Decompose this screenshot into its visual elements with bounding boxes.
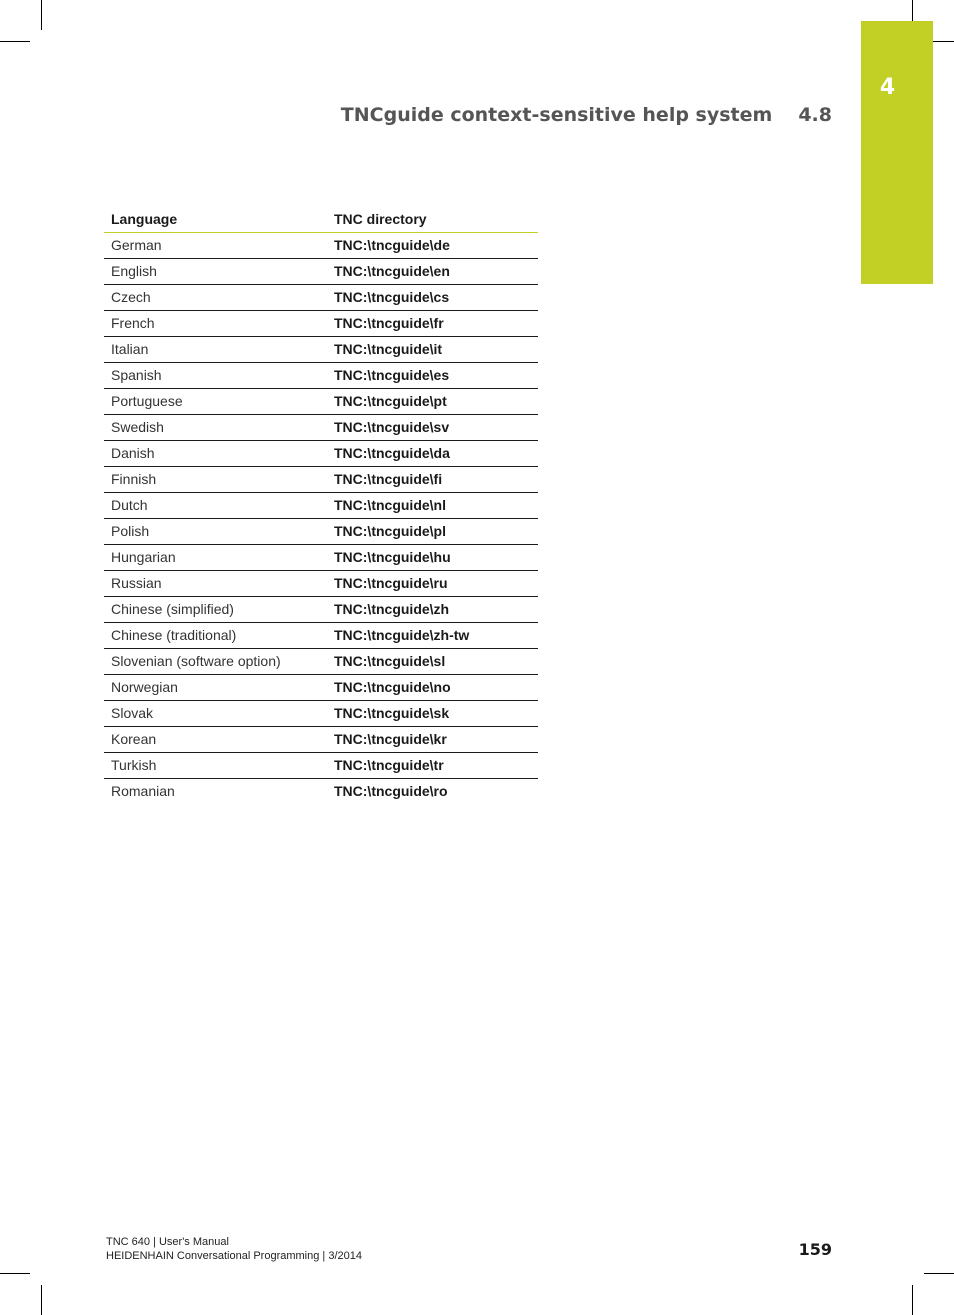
chapter-number: 4 <box>879 75 896 100</box>
directory-cell: TNC:\tncguide\pl <box>330 519 538 545</box>
table-row <box>104 467 538 493</box>
language-cell: Russian <box>104 571 330 597</box>
table-row <box>104 363 538 389</box>
table-row <box>104 285 538 311</box>
directory-cell: TNC:\tncguide\ro <box>334 783 448 799</box>
footer-publication-info: HEIDENHAIN Conversational Programming | 3/2014 <box>106 1250 362 1262</box>
table-row <box>104 259 538 285</box>
table-row <box>104 441 538 467</box>
directory-cell: TNC:\tncguide\de <box>330 233 538 259</box>
directory-cell: TNC:\tncguide\it <box>330 337 538 363</box>
language-cell: Finnish <box>104 467 330 493</box>
language-directory-table <box>104 207 538 804</box>
language-cell: Polish <box>104 519 330 545</box>
table-body <box>104 233 538 805</box>
crop-mark <box>41 0 42 30</box>
column-header-language: Language <box>104 207 330 233</box>
language-cell: Czech <box>104 285 330 311</box>
language-cell: Hungarian <box>104 545 330 571</box>
language-cell: Spanish <box>104 363 330 389</box>
table-row <box>104 597 538 623</box>
footer <box>106 1235 362 1263</box>
directory-cell: TNC:\tncguide\cs <box>330 285 538 311</box>
language-cell: Turkish <box>104 753 330 779</box>
crop-mark <box>0 41 30 42</box>
directory-cell: TNC:\tncguide\es <box>330 363 538 389</box>
language-cell: Slovenian (software option) <box>104 649 330 675</box>
directory-cell: TNC:\tncguide\sv <box>330 415 538 441</box>
directory-cell: TNC:\tncguide\zh <box>330 597 538 623</box>
table-header-row <box>104 207 538 233</box>
table-row <box>104 311 538 337</box>
table-row <box>104 415 538 441</box>
language-cell: Danish <box>104 441 330 467</box>
language-cell: Swedish <box>104 415 330 441</box>
directory-cell: TNC:\tncguide\zh-tw <box>330 623 538 649</box>
table-row <box>104 727 538 753</box>
table-row <box>104 389 538 415</box>
directory-cell: TNC:\tncguide\fr <box>330 311 538 337</box>
footer-manual-title: TNC 640 | User's Manual <box>106 1236 229 1248</box>
table-row <box>104 233 538 259</box>
directory-cell: TNC:\tncguide\no <box>330 675 538 701</box>
language-cell: Chinese (simplified) <box>104 597 330 623</box>
directory-cell: TNC:\tncguide\ru <box>330 571 538 597</box>
language-cell: Italian <box>104 337 330 363</box>
table-row <box>104 519 538 545</box>
table-row <box>104 545 538 571</box>
language-cell: English <box>104 259 330 285</box>
directory-cell: TNC:\tncguide\nl <box>330 493 538 519</box>
table-row <box>104 493 538 519</box>
directory-cell: TNC:\tncguide\hu <box>330 545 538 571</box>
table-row <box>104 337 538 363</box>
language-cell: Dutch <box>104 493 330 519</box>
language-cell: Slovak <box>104 701 330 727</box>
directory-cell: TNC:\tncguide\sk <box>330 701 538 727</box>
page-number: 159 <box>798 1240 832 1259</box>
crop-mark <box>41 1285 42 1315</box>
crop-mark <box>912 1285 913 1315</box>
directory-cell: TNC:\tncguide\sl <box>330 649 538 675</box>
running-header <box>300 104 832 126</box>
directory-cell: TNC:\tncguide\fi <box>330 467 538 493</box>
crop-mark <box>0 1273 30 1274</box>
language-cell: Korean <box>104 727 330 753</box>
table-row <box>104 753 538 779</box>
table-row <box>104 675 538 701</box>
directory-cell: TNC:\tncguide\kr <box>330 727 538 753</box>
table-row <box>104 701 538 727</box>
directory-cell: TNC:\tncguide\tr <box>330 753 538 779</box>
chapter-tab <box>861 21 933 284</box>
table-row <box>104 779 538 805</box>
table-row <box>104 623 538 649</box>
column-header-directory: TNC directory <box>330 207 538 233</box>
directory-cell: TNC:\tncguide\en <box>330 259 538 285</box>
table-row <box>104 649 538 675</box>
language-cell: German <box>104 233 330 259</box>
table-row <box>104 571 538 597</box>
language-cell: Norwegian <box>104 675 330 701</box>
crop-mark <box>924 1273 954 1274</box>
language-cell: French <box>104 311 330 337</box>
language-cell: Portuguese <box>104 389 330 415</box>
section-title: TNCguide context-sensitive help system <box>340 104 773 126</box>
directory-cell: TNC:\tncguide\da <box>330 441 538 467</box>
language-cell: Romanian <box>111 783 175 799</box>
language-cell: Chinese (traditional) <box>104 623 330 649</box>
directory-cell: TNC:\tncguide\pt <box>330 389 538 415</box>
section-number: 4.8 <box>798 104 832 126</box>
